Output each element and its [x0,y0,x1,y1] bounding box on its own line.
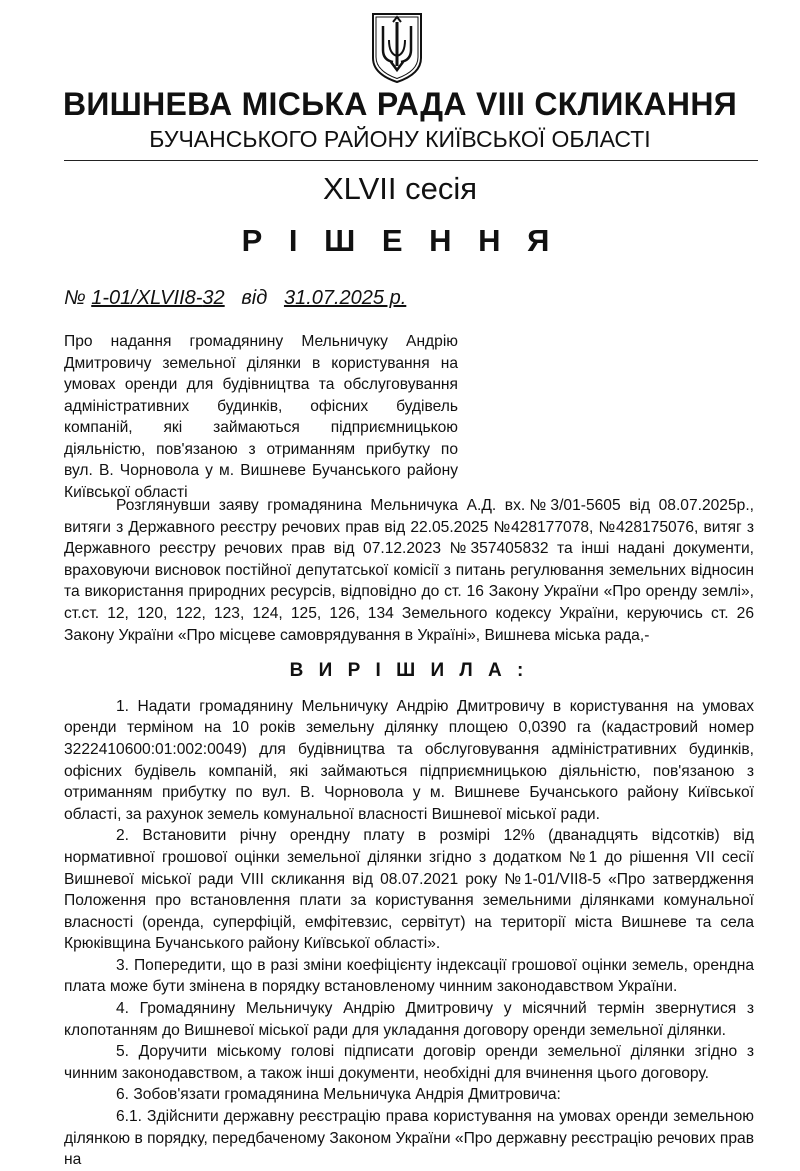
handwritten-number: 32 [202,287,225,309]
document-type-title: Р І Ш Е Н Н Я [241,223,559,258]
decision-reference-line [64,285,406,311]
date-prefix: від [241,287,268,309]
council-subtitle: БУЧАНСЬКОГО РАЙОНУ КИЇВСЬКОЇ ОБЛАСТІ [149,126,651,152]
decision-number: 1-01/XLVII8-32 [91,287,225,309]
header-divider [64,160,758,161]
session-title: XLVII сесія [322,171,478,206]
decision-item-3: 3. Попередити, що в разі зміни коефіцієнту індексації грошової оцінки земель, орендна плата може бути змінена в порядку встановленому чинним законодавством України. [64,956,754,996]
decision-item-6: 6. Зобов'язати громадянина Мельничука Андрія Дмитровича: [116,1086,561,1104]
decision-body [64,495,754,1171]
decision-date: 31.07.2025 р. [283,287,407,309]
decision-subject: Про надання громадянину Мельничуку Андрію Дмитровичу земельної ділянки в користування на умовах оренди для будівництва та обслуговування адміністративних будинків, офісних будівель компаній, які займаються підприємницькою діяльністю, пов'язаною з отриманням прибутку по вул. В. Чорновола у м. Вишневе Бучанського району Київської області [64,333,458,501]
decision-item-6-1: 6.1. Здійснити державну реєстрацію права користування на умовах оренди земельною ділянкою в порядку, передбаченому Законом України «Про державну реєстрацію речових прав на [64,1108,754,1169]
decision-item-1: 1. Надати громадянину Мельничуку Андрію Дмитровичу в користування на умовах оренди терміном на 10 років земельну ділянку площею 0,0390 га (кадастровий номер 3222410600:01:002:0049) для будівництва та обслуговування адміністративних будинків, офісних будівель компаній, які займаються підприємницькою діяльністю, пов'язаною з отриманням прибутку по вул. В. Чорновола у м. Вишневе Бучанського району Київської області, за рахунок земель комунальної власності Вишневої міської ради. [64,697,754,823]
decision-item-4: 4. Громадянину Мельничуку Андрію Дмитровичу у місячний термін звернутися з клопотанням до Вишневої міської ради для укладання договору оренди земельної ділянки. [64,1000,754,1039]
coat-of-arms-emblem [369,10,425,86]
resolved-heading: В И Р І Ш И Л А : [289,660,529,682]
council-title: ВИШНЕВА МІСЬКА РАДА VIII СКЛИКАННЯ [62,86,738,122]
preamble-paragraph: Розглянувши заяву громадянина Мельничука А.Д. вх.№3/01-5605 від 08.07.2025р., витяги з Державного реєстру речових прав від 22.05.2025 №428177078, №428175076, витяг з Державного реєстру речових прав від 07.12.2023 №357405832 та інші надані документи, враховуючи висновок постійної депутатської комісії з питань регулювання земельних відносин та використання природних ресурсів, відповідно до ст. 16 Закону України «Про оренду землі», ст.ст. 12, 120, 122, 123, 124, 125, 126, 134 Земельного кодексу України, керуючись ст. 26 Закону України «Про місцеве самоврядування в Україні», Вишнева міська рада,- [64,497,754,644]
decision-item-5: 5. Доручити міському голові підписати договір оренди земельної ділянки згідно з чинним законодавством, а також інші документи, необхідні для вчинення цього договору. [64,1043,754,1082]
decision-item-2: 2. Встановити річну орендну плату в розмірі 12% (дванадцять відсотків) від нормативної грошової оцінки земельної ділянки згідно з додатком №1 до рішення VII сесії Вишневої міської ради VIII скликання від 08.07.2021 року №1-01/VII8-5 «Про затвердження Положення про встановлення плати за користування земельними ділянками комунальної власності (оренда, суперфіцій, емфітевзис, сервітут) на території міста Вишневе та села Крюківщина Бучанського району Київської області». [64,827,754,953]
number-sign: № [64,287,86,309]
